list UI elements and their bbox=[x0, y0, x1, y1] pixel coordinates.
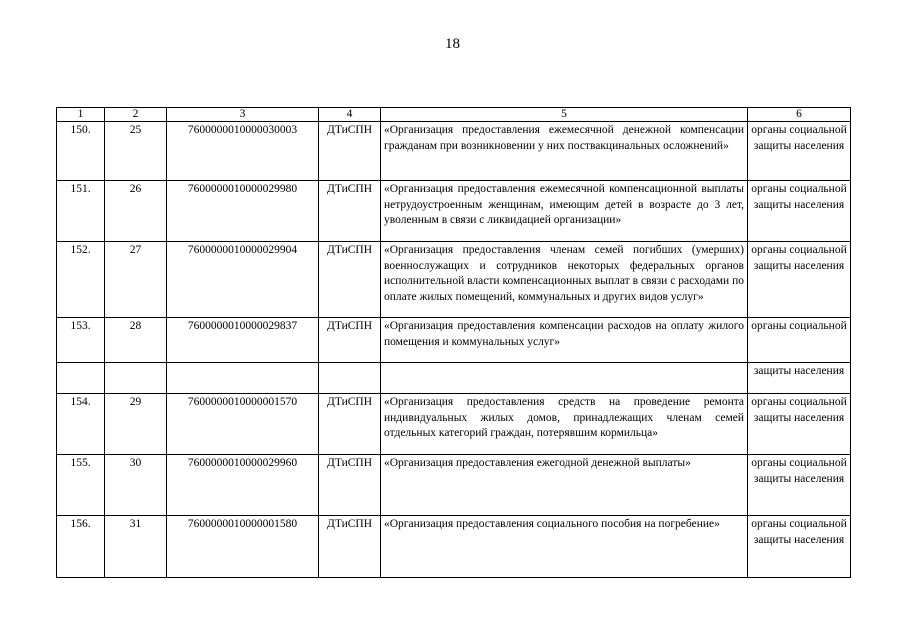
responsible-organ: органы социальной bbox=[748, 318, 851, 363]
services-table bbox=[56, 107, 851, 578]
header-cell: 1 bbox=[57, 108, 105, 122]
table-row bbox=[57, 394, 851, 455]
service-name: «Организация предоставления средств на проведение ремонта индивидуальных жилых домов, принадлежащих членам семей отдельных категорий граждан, потерявшим кормильца» bbox=[381, 394, 748, 455]
department: ДТиСПН bbox=[319, 318, 381, 363]
service-code: 7600000010000029980 bbox=[167, 181, 319, 242]
responsible-organ: органы социальной защиты населения bbox=[748, 516, 851, 578]
row-number: 150. bbox=[57, 122, 105, 181]
department: ДТиСПН bbox=[319, 181, 381, 242]
sub-number: 29 bbox=[105, 394, 167, 455]
service-name: «Организация предоставления членам семей погибших (умерших) военнослужащих и сотрудников некоторых федеральных органов исполнительной власти компенсационных выплат в связи с расходами по оплате жилых помещений, коммунальных и других видов услуг» bbox=[381, 242, 748, 318]
row-number: 156. bbox=[57, 516, 105, 578]
header-cell: 3 bbox=[167, 108, 319, 122]
row-number: 151. bbox=[57, 181, 105, 242]
department: ДТиСПН bbox=[319, 516, 381, 578]
row-number bbox=[57, 363, 105, 394]
sub-number: 28 bbox=[105, 318, 167, 363]
department: ДТиСПН bbox=[319, 122, 381, 181]
service-code: 7600000010000030003 bbox=[167, 122, 319, 181]
service-code bbox=[167, 363, 319, 394]
sub-number: 31 bbox=[105, 516, 167, 578]
service-name: «Организация предоставления социального пособия на погребение» bbox=[381, 516, 748, 578]
department bbox=[319, 363, 381, 394]
table-row bbox=[57, 455, 851, 516]
responsible-organ: органы социальной защиты населения bbox=[748, 122, 851, 181]
sub-number: 30 bbox=[105, 455, 167, 516]
department: ДТиСПН bbox=[319, 242, 381, 318]
department: ДТиСПН bbox=[319, 455, 381, 516]
header-cell: 6 bbox=[748, 108, 851, 122]
table-row bbox=[57, 122, 851, 181]
service-code: 7600000010000001570 bbox=[167, 394, 319, 455]
responsible-organ: защиты населения bbox=[748, 363, 851, 394]
row-number: 153. bbox=[57, 318, 105, 363]
page-number: 18 bbox=[445, 36, 460, 52]
service-name: «Организация предоставления компенсации расходов на оплату жилого помещения и коммунальных услуг» bbox=[381, 318, 748, 363]
table-row bbox=[57, 318, 851, 363]
service-code: 7600000010000001580 bbox=[167, 516, 319, 578]
responsible-organ: органы социальной защиты населения bbox=[748, 455, 851, 516]
sub-number bbox=[105, 363, 167, 394]
sub-number: 25 bbox=[105, 122, 167, 181]
responsible-organ: органы социальной защиты населения bbox=[748, 181, 851, 242]
service-name: «Организация предоставления ежемесячной денежной компенсации гражданам при возникновении у них поствакцинальных осложнений» bbox=[381, 122, 748, 181]
sub-number: 26 bbox=[105, 181, 167, 242]
service-name: «Организация предоставления ежемесячной компенсационной выплаты нетрудоустроенным женщинам, имеющим детей в возрасте до 3 лет, уволенным в связи с ликвидацией организации» bbox=[381, 181, 748, 242]
department: ДТиСПН bbox=[319, 394, 381, 455]
row-number: 154. bbox=[57, 394, 105, 455]
table-row bbox=[57, 181, 851, 242]
service-code: 7600000010000029837 bbox=[167, 318, 319, 363]
table-row bbox=[57, 363, 851, 394]
service-name: «Организация предоставления ежегодной денежной выплаты» bbox=[381, 455, 748, 516]
header-cell: 4 bbox=[319, 108, 381, 122]
table-row bbox=[57, 242, 851, 318]
table-row bbox=[57, 516, 851, 578]
row-number: 155. bbox=[57, 455, 105, 516]
row-number: 152. bbox=[57, 242, 105, 318]
service-code: 7600000010000029904 bbox=[167, 242, 319, 318]
header-cell: 2 bbox=[105, 108, 167, 122]
service-name bbox=[381, 363, 748, 394]
sub-number: 27 bbox=[105, 242, 167, 318]
responsible-organ: органы социальной защиты населения bbox=[748, 394, 851, 455]
service-code: 7600000010000029960 bbox=[167, 455, 319, 516]
responsible-organ: органы социальной защиты населения bbox=[748, 242, 851, 318]
header-cell: 5 bbox=[381, 108, 748, 122]
header-row bbox=[57, 108, 851, 122]
